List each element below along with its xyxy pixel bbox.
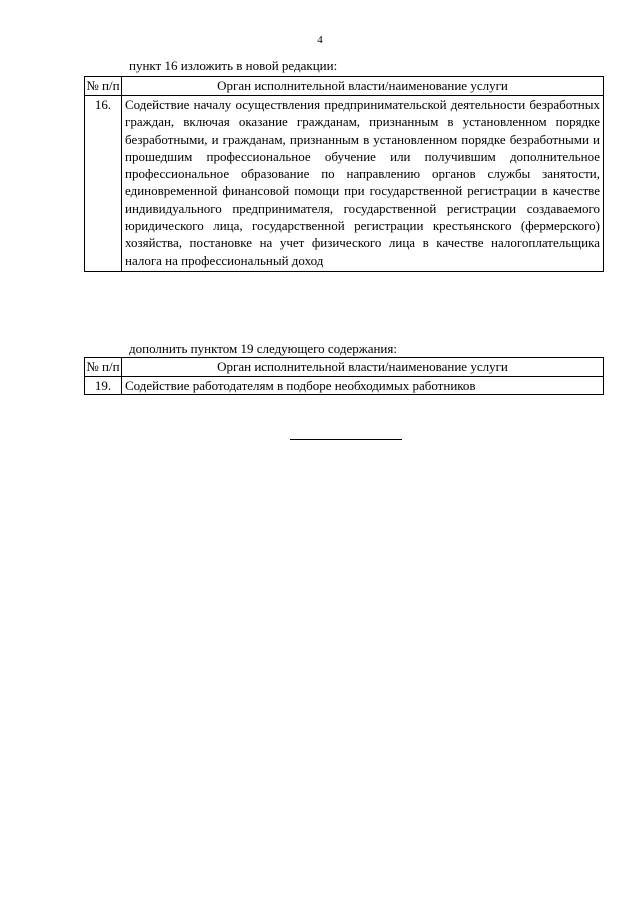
table-row bbox=[85, 96, 604, 272]
service-description: Содействие началу осуществления предпринимательской деятельности безработных граждан, включая оказание гражданам, признанным в установленном порядке безработными, и гражданам, признанным в установленном порядке безработными и прошедшим профессиональное обучение или получившим дополнительное профессиональное образование по направлению органов службы занятости, единовременной финансовой помощи при государственной регистрации в качестве индивидуального предпринимателя, государственной регистрации создаваемого юридического лица, государственной регистрации крестьянского (фермерского) хозяйства, постановке на учет физического лица в качестве налогоплательщика налога на профессиональный доход bbox=[122, 96, 604, 272]
service-description: Содействие работодателям в подборе необходимых работников bbox=[122, 377, 604, 395]
number-column-header: № п/п bbox=[85, 77, 122, 96]
row-number: 16. bbox=[85, 96, 122, 272]
end-separator-line bbox=[290, 439, 402, 440]
service-column-header: Орган исполнительной власти/наименование услуги bbox=[122, 77, 604, 96]
row-number: 19. bbox=[85, 377, 122, 395]
number-column-header: № п/п bbox=[85, 358, 122, 377]
page-number: 4 bbox=[317, 34, 323, 46]
table-row bbox=[85, 377, 604, 395]
section-19-table bbox=[84, 357, 604, 395]
section-16-intro: пункт 16 изложить в новой редакции: bbox=[129, 58, 338, 73]
table-header-row bbox=[85, 77, 604, 96]
section-16-table bbox=[84, 76, 604, 272]
section-19-intro: дополнить пунктом 19 следующего содержания: bbox=[129, 341, 397, 356]
table-header-row bbox=[85, 358, 604, 377]
service-column-header: Орган исполнительной власти/наименование услуги bbox=[122, 358, 604, 377]
